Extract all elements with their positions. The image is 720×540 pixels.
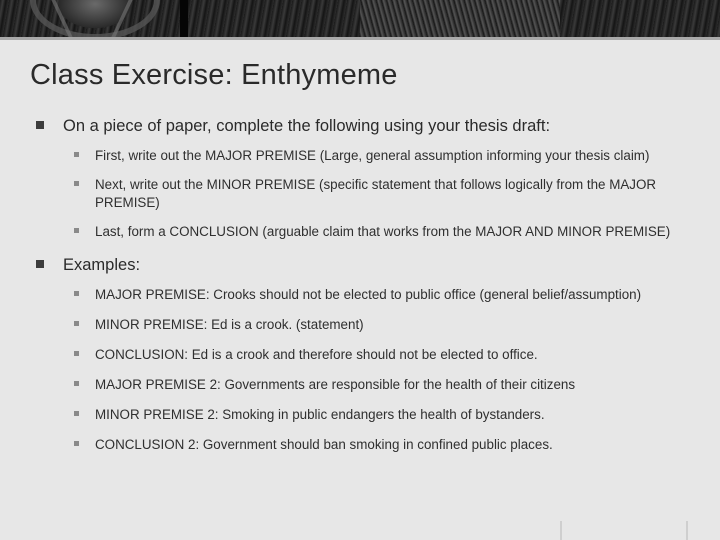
header-photo-strip (0, 0, 720, 37)
sub-bullet-item (36, 376, 700, 394)
small-square-bullet-icon (74, 321, 79, 326)
sub-bullet-item (36, 286, 700, 304)
sub-bullet-text: Last, form a CONCLUSION (arguable claim that works from the MAJOR AND MINOR PREMISE) (95, 224, 671, 239)
sub-bullet-item (36, 176, 700, 212)
sub-bullet-item (36, 346, 700, 364)
bullet-text: Examples: (63, 256, 141, 274)
sub-bullet-item (36, 223, 700, 241)
small-square-bullet-icon (74, 381, 79, 386)
small-square-bullet-icon (74, 351, 79, 356)
sub-bullet-text: MAJOR PREMISE: Crooks should not be elected to public office (general belief/assumption) (95, 287, 642, 302)
sub-bullet-item (36, 316, 700, 334)
wheel-rim-graphic (30, 0, 160, 40)
header-divider (0, 37, 720, 40)
square-bullet-icon (36, 260, 44, 268)
small-square-bullet-icon (74, 411, 79, 416)
sub-bullet-text: First, write out the MAJOR PREMISE (Large, general assumption informing your thesis claim) (95, 148, 650, 163)
sub-bullet-item (36, 406, 700, 424)
bullet-item-instructions (36, 116, 700, 136)
footer-divider (560, 521, 562, 540)
slide-title: Class Exercise: Enthymeme (30, 59, 398, 91)
bullet-item-examples (36, 255, 700, 275)
footer-divider (686, 521, 688, 540)
small-square-bullet-icon (74, 291, 79, 296)
sub-bullet-text: MINOR PREMISE 2: Smoking in public endangers the health of bystanders. (95, 407, 545, 422)
sub-bullet-item (36, 147, 700, 165)
sub-bullet-text: MINOR PREMISE: Ed is a crook. (statement) (95, 317, 364, 332)
sub-bullet-item (36, 436, 700, 454)
sub-bullet-text: CONCLUSION 2: Government should ban smoking in confined public places. (95, 437, 553, 452)
small-square-bullet-icon (74, 228, 79, 233)
footer-decoration (0, 521, 720, 540)
small-square-bullet-icon (74, 441, 79, 446)
slide-body (36, 116, 700, 454)
sub-bullet-text: CONCLUSION: Ed is a crook and therefore should not be elected to office. (95, 347, 538, 362)
small-square-bullet-icon (74, 181, 79, 186)
bullet-text: On a piece of paper, complete the following using your thesis draft: (63, 117, 551, 135)
square-bullet-icon (36, 121, 44, 129)
sub-bullet-text: MAJOR PREMISE 2: Governments are responsible for the health of their citizens (95, 377, 576, 392)
sub-bullet-text: Next, write out the MINOR PREMISE (specific statement that follows logically from the MAJOR PREMISE) (95, 177, 657, 210)
gear-texture-graphic (360, 0, 560, 37)
small-square-bullet-icon (74, 152, 79, 157)
photo-edge-graphic (180, 0, 188, 37)
